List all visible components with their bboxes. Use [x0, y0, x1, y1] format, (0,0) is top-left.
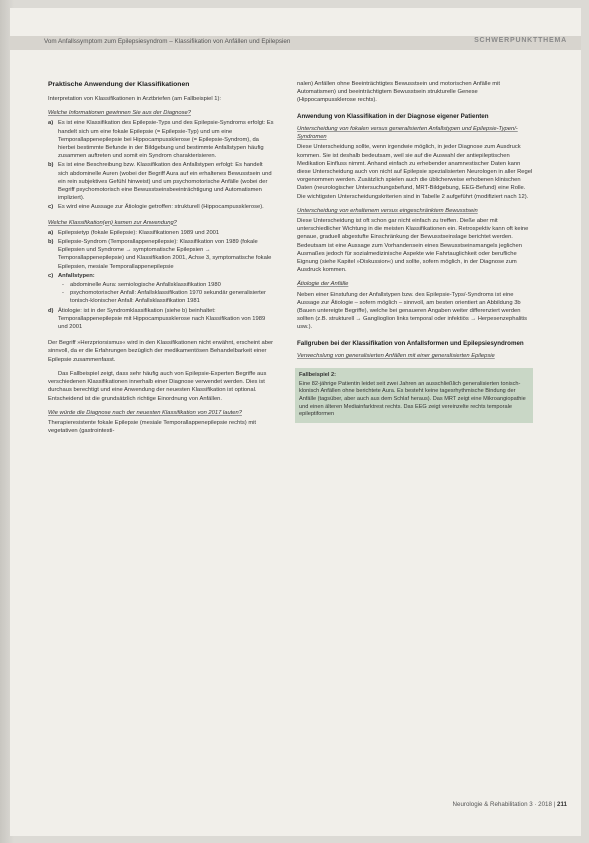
page	[10, 8, 581, 836]
paragraph-1: Der Begriff »Herzpriorsismus« wird in den Klassifikationen nicht erwähnt, erscheint aber sinnvoll, da er die Erfahrungen bezüglich der medikamentösen Behandelbarkeit einer Epilepsie zusammenfasst.	[48, 340, 274, 363]
section-label: SCHWERPUNKTTHEMA	[474, 37, 567, 44]
answer-c: c) Es wird eine Aussage zur Ätiologie getroffen: strukturell (Hippocampussklerose).	[48, 204, 264, 211]
class-a: a) Epilepsietyp (fokale Epilepsie): Klassifikationen 1989 und 2001	[48, 229, 220, 236]
journal-name: Neurologie & Rehabilitation 3 · 2018	[452, 801, 552, 808]
running-title: Vom Anfallssymptom zum Epilepsiesyndrom – Klassifikation von Anfällen und Epilepsien	[44, 38, 291, 45]
intro-text: Interpretation von Klassifikationen in Arztbriefen (am Fallbeispiel 1):	[48, 96, 222, 102]
topic-3: Ätiologie der Anfälle	[297, 281, 349, 288]
class-c-sub	[48, 281, 274, 306]
subheading-1: Anwendung von Klassifikation in der Diagnose eigener Patienten	[297, 112, 489, 120]
case-title: Fallbeispiel 2:	[299, 372, 336, 379]
answer-a: a) Es ist eine Klassifikation des Epilepsie-Typs und des Epilepsie-Syndroms erfolgt: Es handelt sich um eine fokale Epilepsie (= Epilepsie-Typ) und um eine Temporallappenepilepsie bei Hippocampussklerose (= Epilepsie-Syndrom), da hierbei bestimmte Befunde in der Bildgebung und bestimmte Anfallstypen häufig zusammen auftreten und somit ein Syndrom charakterisieren.	[48, 120, 274, 160]
case-box	[295, 368, 533, 423]
class-d: d) Ätiologie: ist in der Syndromklassifikation (siehe b) beinhaltet: Temporallappenepilepsie mit Hippocampussklerose nach Klassifikation von 1989 und 2001	[48, 307, 266, 331]
answer-b: b) Es ist eine Beschreibung bzw. Klassifikation des Anfallstypen erfolgt: Es handelt sich abdominelle Auren (wobei der Begriff Aura auf ein erhaltenes Bewusstsein und ein rein subjektives Gefühl hinweist) und um psychomotorische Anfälle (wobei der Begriff psychomotorisch eine Bewusstseinsbeeinträchtigung und Automatismen impliziert).	[48, 162, 272, 202]
topic-2: Unterscheidung von erhaltenem versus eingeschränktem Bewusstsein	[297, 207, 478, 214]
section-heading: Praktische Anwendung der Klassifikationen	[48, 81, 190, 88]
question-1: Welche Informationen gewinnen Sie aus der Diagnose?	[48, 110, 191, 117]
paragraph-2: Das Fallbeispiel zeigt, dass sehr häufig auch von Epilepsie-Experten Begriffe aus verschiedenen Klassifikationen innerhalb einer Diagnose verwendet werden. Dies ist durchaus berechtigt und eine Anwendung der neuesten Klassifikation ist optional. Entscheidend ist die grundsätzlich richtige Einordnung von Anfällen.	[48, 370, 267, 402]
sub-item: - psychomotorischer Anfall: Anfallsklassifikation 1970 sekundär generalisierter tonisch-klonischer Anfall: Anfallsklassifikation 1981	[58, 289, 274, 305]
paragraph-3: Therapieresistente fokale Epilepsie (mesiale Temporallappenepilepsie rechts) mit vegetativen (gastrointesti-	[48, 419, 257, 435]
footer: Neurologie & Rehabilitation 3 · 2018 | 211	[452, 801, 567, 808]
right-column	[297, 80, 533, 423]
left-column	[48, 80, 274, 441]
question-3: Wie würde die Diagnose nach der neuesten Klassifikation von 2017 lauten?	[48, 409, 242, 416]
question-2: Welche Klassifikation(en) kamen zur Anwendung?	[48, 219, 177, 226]
topic-3-text: Neben einer Einstufung der Anfallstypen bzw. des Epilepsie-Typs/-Syndroms ist eine Aussage zur Ätiologie – sofern möglich – sinnvoll, am besten orientiert an Abbildung 3b (Bauen untereigte Begriffe), welche bei genaueren Angaben weiter differenziert werden sollten (z.B. strukturell → Ganglioglion links temporal oder infektiös → Herpesenzephalitis usw.).	[297, 291, 528, 331]
topic-1-text: Diese Unterscheidung sollte, wenn irgendwie möglich, in jeder Diagnose zum Ausdruck kommen. Sie ist deshalb bedeutsam, weil sie auf die Auswahl der antiepileptischen Medikation Einfluss nimmt. Anhand einfach zu erhebender anamnestischer Daten kann diese Unterscheidung auch von nicht auf Epilepsie spezialisierten Neurologen in aller Regel vorgenommen werden. Zusätzlich spielen auch die üblicherweise erhobenen klinischen Daten (neurologischer Untersuchungsbefund, MRT-Bildgebung, EEG-Befund) eine Rolle. Die wichtigsten Unterscheidungskriterien sind in Tabelle 2 aufgeführt (modifiziert nach 12).	[297, 144, 533, 200]
sub-item: - abdominelle Aura: semiologische Anfallsklassifikation 1980	[58, 281, 274, 289]
class-b: b) Epilepsie-Syndrom (Temporallappenepilepsie): Klassifikation von 1989 (fokale Epilepsien und Syndrome → symptomatische Epilepsien → Temporallappenepilepsie) und Klassifikation 2001, Achse 3, symptomatische fokale Epilepsien, mesiale Temporallappenepilepsie	[48, 239, 272, 270]
topic-4: Verwechslung von generalisierten Anfällen mit einer generalisierten Epilepsie	[297, 353, 495, 360]
case-text: Eine 82-jährige Patientin leidet seit zwei Jahren an ausschließlich generalisierten tonisch-klonisch Anfällen ohne berichtete Aura. Es besteht keine tagesrhythmische Bindung der Anfälle (tagsüber, aber auch aus dem Schlaf heraus). Das MRT zeigt eine Mikroangiopathie und einen älteren Mediainfarktrest rechts. Das EEG zeigt vereinzelte rechts temporale epileptiformen	[299, 380, 526, 418]
class-c: c) Anfallstypen:	[48, 272, 95, 279]
topic-2-text: Diese Unterscheidung ist oft schon gar nicht einfach zu treffen. Dieße aber mit unterschiedlicher Wichtung in die meisten Klassifikationen ein. Retrospektiv kann oft keine genaue, graduell abgestufte Einschränkung der Bewusstseinslage berichtet werden. Bedeutsam ist eine Aussage zum Vorhandensein eines Bewusstseinsmangels jeglichen Ausmaßes jedoch für sozialmedizinische Aspekte wie Fahrtauglichkeit oder berufliche Eignung (siehe Kapitel »Diskussion«) und sollte, sofern möglich, in der Diagnose zum Ausdruck kommen.	[297, 218, 529, 274]
subheading-2: Fallgruben bei der Klassifikation von Anfallsformen und Epilepsiesyndromen	[297, 339, 524, 347]
paragraph-cont: nalen) Anfällen ohne Beeinträchtigtes Bewusstsein und motorischen Anfälle mit Automatismen) und beeinträchtigtem Bewusstsein strukturelle Genese (Hippocampussklerose rechts).	[297, 81, 501, 104]
page-number: 211	[557, 801, 567, 808]
topic-1: Unterscheidung von fokalen versus generalisierten Anfallstypen und Epilepsie-Typen/-Syndromen	[297, 126, 518, 141]
